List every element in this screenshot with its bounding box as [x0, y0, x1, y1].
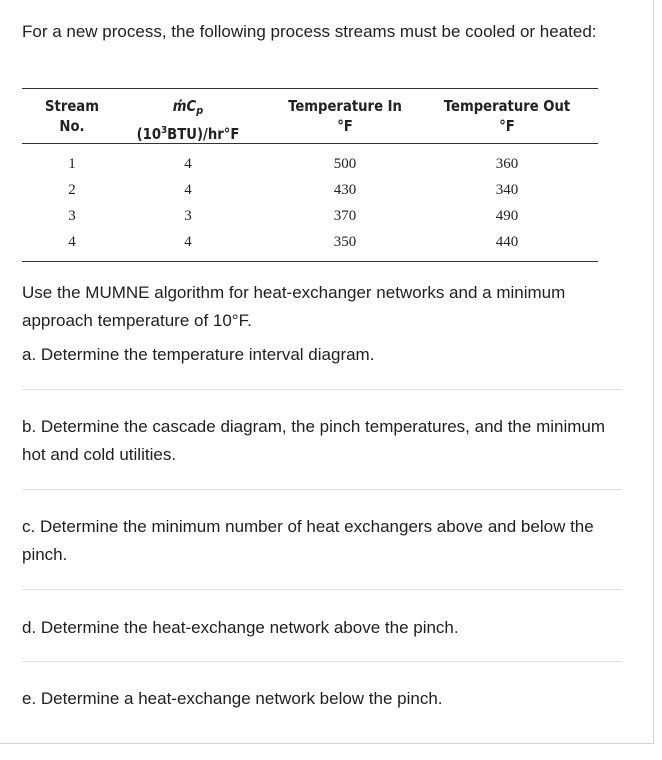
question-b: b. Determine the cascade diagram, the pinch temperatures, and the minimum hot and cold utilities. [22, 417, 606, 464]
cell-stream: 3 [68, 208, 76, 224]
cell-temp-out: 440 [495, 234, 519, 250]
header-mcp-pre: (10 [136, 125, 162, 143]
cell-temp-in: 350 [333, 234, 357, 250]
header-mcp-subscript: p [196, 104, 204, 117]
header-mcp [126, 96, 249, 144]
divider [22, 489, 622, 490]
header-stream-line1: Stream [45, 97, 99, 115]
cell-temp-out: 340 [495, 182, 519, 198]
divider [22, 661, 622, 662]
intro-text: For a new process, the following process streams must be cooled or heated: [22, 22, 597, 41]
cell-stream: 2 [68, 182, 76, 198]
header-stream-line2: No. [59, 117, 85, 135]
header-temp-in-line1: Temperature In [288, 97, 402, 115]
header-mcp-line1 [126, 96, 249, 121]
cell-mcp: 3 [184, 208, 192, 224]
header-mcp-post: BTU)/hr°F [167, 125, 240, 143]
cell-temp-in: 500 [333, 156, 357, 172]
question-d: d. Determine the heat-exchange network above the pinch. [22, 618, 459, 637]
table-top-rule [22, 88, 598, 89]
header-mcp-line2 [126, 121, 249, 144]
header-temp-in-line2: °F [337, 117, 353, 135]
cell-stream: 4 [68, 234, 76, 250]
method-text: Use the MUMNE algorithm for heat-exchanger networks and a minimum approach temperature of 10°F. [22, 283, 566, 330]
cell-temp-out: 360 [495, 156, 519, 172]
divider [22, 589, 622, 590]
header-temp-out-line2: °F [499, 117, 515, 135]
cell-mcp: 4 [184, 234, 192, 250]
cell-stream: 1 [68, 156, 76, 172]
divider [22, 389, 622, 390]
question-e: e. Determine a heat-exchange network below the pinch. [22, 689, 443, 708]
header-temp-in [270, 96, 420, 136]
header-mcp-sup: 3 [161, 125, 168, 136]
header-stream [28, 96, 116, 136]
cell-temp-in: 370 [333, 208, 357, 224]
cell-temp-in: 430 [333, 182, 357, 198]
question-c: c. Determine the minimum number of heat exchangers above and below the pinch. [22, 517, 594, 564]
question-a: a. Determine the temperature interval diagram. [22, 345, 375, 364]
header-temp-out-line1: Temperature Out [443, 97, 571, 115]
header-mcp-symbol: ṁC [172, 97, 197, 115]
cell-mcp: 4 [184, 156, 192, 172]
table-header-rule [22, 143, 598, 144]
table-bottom-rule [22, 261, 598, 262]
cell-mcp: 4 [184, 182, 192, 198]
cell-temp-out: 490 [495, 208, 519, 224]
header-temp-out [432, 96, 582, 136]
